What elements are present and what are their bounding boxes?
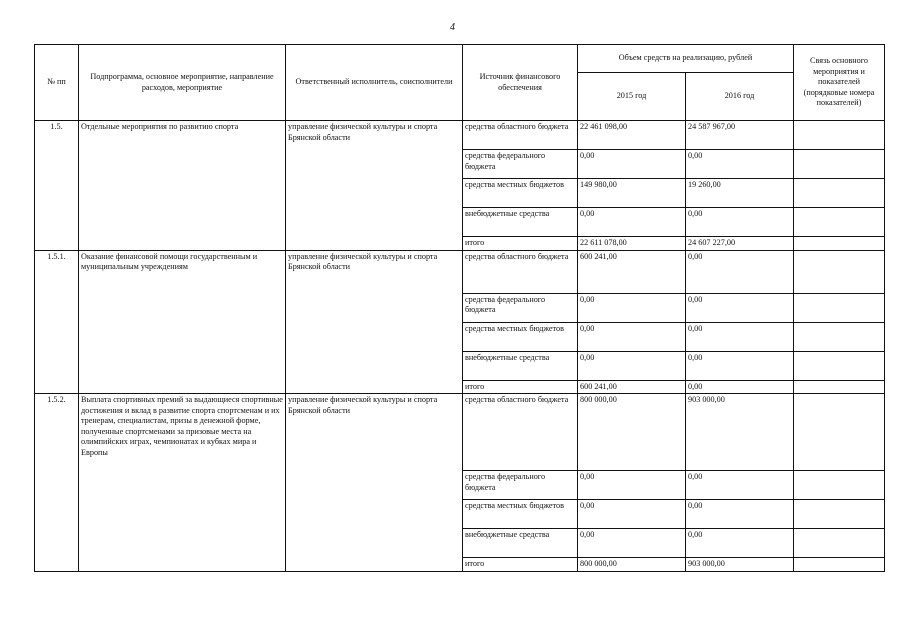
amount-2015: 22 461 098,00: [578, 121, 686, 150]
amount-2016: 903 000,00: [686, 394, 794, 471]
indicator-link: [794, 237, 885, 251]
funding-source: средства областного бюджета: [463, 250, 578, 293]
funding-source: средства областного бюджета: [463, 121, 578, 150]
indicator-link: [794, 150, 885, 179]
amount-2015: 600 241,00: [578, 380, 686, 394]
amount-2015: 0,00: [578, 150, 686, 179]
page-number: 4: [450, 22, 455, 33]
amount-2016: 0,00: [686, 150, 794, 179]
section-title: Оказание финансовой помощи государственным и муниципальным учреждениям: [79, 250, 286, 394]
header-num: № пп: [35, 45, 79, 121]
indicator-link: [794, 208, 885, 237]
indicator-link: [794, 121, 885, 150]
total-label: итого: [463, 237, 578, 251]
section-title: Выплата спортивных премий за выдающиеся спортивные достижения и вклад в развитие спорта спортсменам и их тренерам, специалистам, призы в денежной форме, полученные спортсменами за призовые места на олимпийских играх, чемпионатах и кубках мира и Европы: [79, 394, 286, 572]
financing-table: [34, 44, 885, 572]
funding-source: средства федерального бюджета: [463, 471, 578, 500]
indicator-link: [794, 293, 885, 322]
section-number: 1.5.: [35, 121, 79, 251]
funding-source: внебюджетные средства: [463, 208, 578, 237]
amount-2015: 0,00: [578, 293, 686, 322]
funding-source: средства областного бюджета: [463, 394, 578, 471]
indicator-link: [794, 558, 885, 572]
indicator-link: [794, 322, 885, 351]
indicator-link: [794, 394, 885, 471]
amount-2015: 0,00: [578, 208, 686, 237]
amount-2015: 0,00: [578, 471, 686, 500]
amount-2016: 0,00: [686, 471, 794, 500]
header-subprogram: Подпрограмма, основное мероприятие, направление расходов, мероприятие: [79, 45, 286, 121]
indicator-link: [794, 529, 885, 558]
amount-2016: 0,00: [686, 322, 794, 351]
amount-2016: 0,00: [686, 293, 794, 322]
section-title: Отдельные мероприятия по развитию спорта: [79, 121, 286, 251]
amount-2016: 0,00: [686, 351, 794, 380]
funding-source: средства местных бюджетов: [463, 179, 578, 208]
header-row: [35, 45, 885, 73]
amount-2015: 0,00: [578, 322, 686, 351]
amount-2016: 24 587 967,00: [686, 121, 794, 150]
total-label: итого: [463, 558, 578, 572]
total-label: итого: [463, 380, 578, 394]
amount-2016: 0,00: [686, 500, 794, 529]
table-row: [35, 121, 885, 150]
section-number: 1.5.2.: [35, 394, 79, 572]
section-number: 1.5.1.: [35, 250, 79, 394]
funding-source: средства местных бюджетов: [463, 322, 578, 351]
table-body: [35, 121, 885, 572]
indicator-link: [794, 179, 885, 208]
funding-source: средства местных бюджетов: [463, 500, 578, 529]
header-executor: Ответственный исполнитель, соисполнители: [286, 45, 463, 121]
amount-2015: 0,00: [578, 529, 686, 558]
amount-2015: 600 241,00: [578, 250, 686, 293]
amount-2016: 0,00: [686, 208, 794, 237]
amount-2015: 149 980,00: [578, 179, 686, 208]
amount-2016: 19 260,00: [686, 179, 794, 208]
amount-2016: 0,00: [686, 250, 794, 293]
amount-2016: 903 000,00: [686, 558, 794, 572]
header-source: Источник финансового обеспечения: [463, 45, 578, 121]
indicator-link: [794, 380, 885, 394]
section-executor: управление физической культуры и спорта Брянской области: [286, 121, 463, 251]
amount-2015: 0,00: [578, 500, 686, 529]
indicator-link: [794, 351, 885, 380]
header-year-2015: 2015 год: [578, 73, 686, 121]
funding-source: внебюджетные средства: [463, 351, 578, 380]
indicator-link: [794, 500, 885, 529]
amount-2016: 0,00: [686, 529, 794, 558]
amount-2016: 0,00: [686, 380, 794, 394]
amount-2015: 800 000,00: [578, 394, 686, 471]
funding-source: средства федерального бюджета: [463, 293, 578, 322]
funding-source: внебюджетные средства: [463, 529, 578, 558]
amount-2015: 800 000,00: [578, 558, 686, 572]
header-link: Связь основного мероприятия и показателей (порядковые номера показателей): [794, 45, 885, 121]
table-row: [35, 250, 885, 293]
funding-source: средства федерального бюджета: [463, 150, 578, 179]
indicator-link: [794, 471, 885, 500]
section-executor: управление физической культуры и спорта Брянской области: [286, 250, 463, 394]
amount-2016: 24 607 227,00: [686, 237, 794, 251]
header-volume: Объем средств на реализацию, рублей: [578, 45, 794, 73]
table-row: [35, 394, 885, 471]
header-year-2016: 2016 год: [686, 73, 794, 121]
amount-2015: 0,00: [578, 351, 686, 380]
amount-2015: 22 611 078,00: [578, 237, 686, 251]
section-executor: управление физической культуры и спорта Брянской области: [286, 394, 463, 572]
indicator-link: [794, 250, 885, 293]
